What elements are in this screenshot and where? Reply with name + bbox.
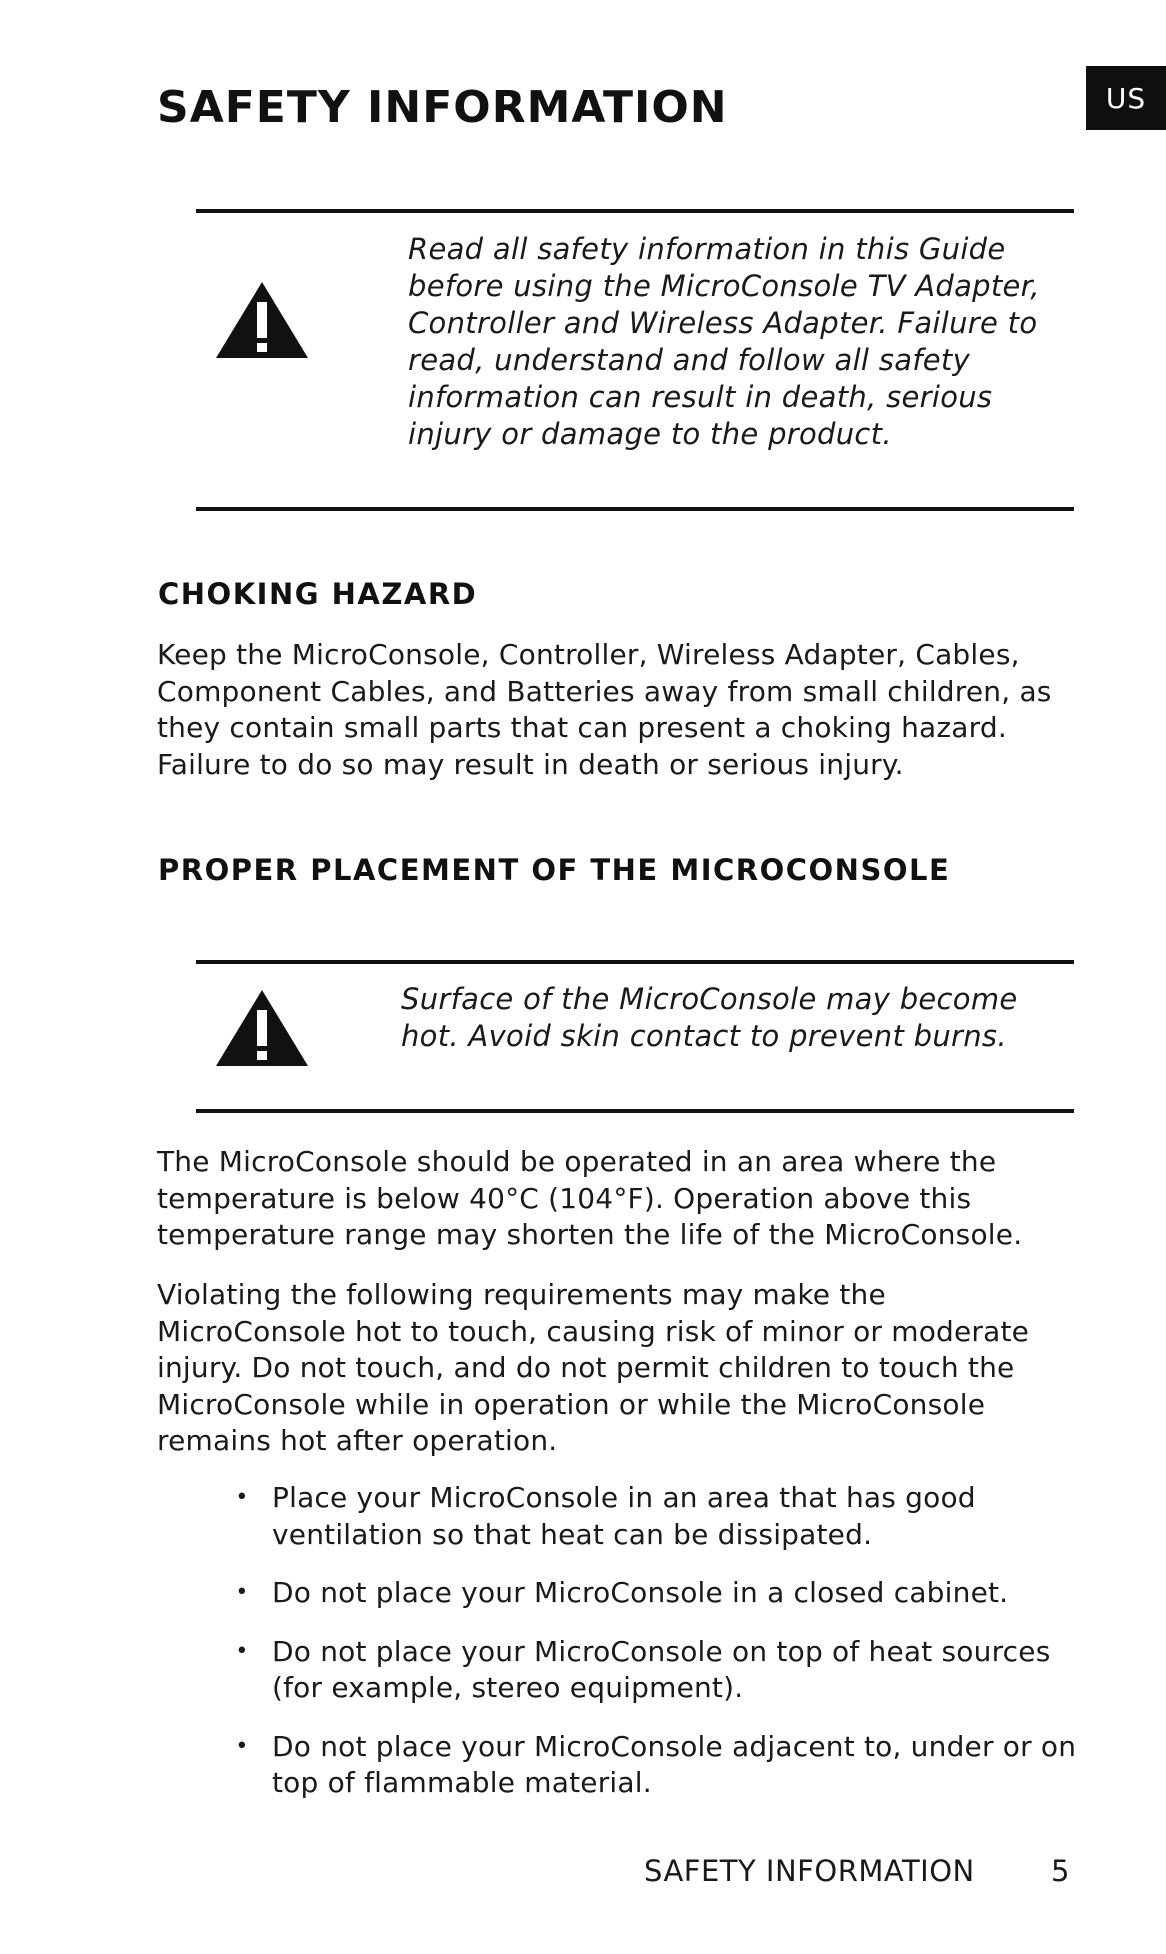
- list-item: [232, 1480, 1092, 1553]
- bullet-icon: •: [235, 1733, 249, 1759]
- divider-top: [196, 209, 1074, 213]
- bullet-icon: •: [235, 1638, 249, 1664]
- warning-triangle-icon: [214, 988, 310, 1068]
- page-title: SAFETY INFORMATION: [157, 82, 728, 133]
- hot-surface-paragraph: Violating the following requirements may make the MicroConsole hot to touch, causing risk of minor or moderate injury. Do not touch, and do not permit children to touch the MicroConsole while in operation or while the MicroConsole remains hot after operation.: [157, 1278, 1030, 1457]
- list-item-text: Do not place your MicroConsole in a closed cabinet.: [272, 1576, 1009, 1609]
- page-number: 5: [1051, 1854, 1070, 1888]
- temperature-paragraph: The MicroConsole should be operated in an area where the temperature is below 40°C (104°F). Operation above this temperature range may shorten the life of the MicroConsole.: [157, 1145, 1023, 1251]
- bullet-icon: •: [235, 1580, 249, 1605]
- list-item-text: Place your MicroConsole in an area that has good ventilation so that heat can be dissipated.: [272, 1481, 976, 1551]
- region-tab-label: US: [1105, 81, 1147, 115]
- list-item: [232, 1729, 1092, 1802]
- warning-triangle-icon: [214, 280, 310, 360]
- bullet-icon: •: [235, 1485, 249, 1510]
- divider-bottom: [196, 1109, 1074, 1113]
- list-item: [232, 1634, 1092, 1707]
- region-tab: [1086, 66, 1166, 130]
- placement-bullet-list: [232, 1480, 1092, 1824]
- footer-section-label: SAFETY INFORMATION: [644, 1854, 975, 1888]
- divider-bottom: [196, 507, 1074, 511]
- choking-paragraph: Keep the MicroConsole, Controller, Wireless Adapter, Cables, Component Cables, and Batteries away from small children, as they contain small parts that can present a choking hazard. Failure to do so may result in death or serious injury.: [157, 638, 1052, 781]
- warning-text: Read all safety information in this Guide before using the MicroConsole TV Adapter, Controller and Wireless Adapter. Failure to read, understand and follow all safety information can result in death, serious injury or damage to the product.: [408, 232, 1040, 451]
- divider-top: [196, 960, 1074, 964]
- list-item-text: Do not place your MicroConsole adjacent to, under or on top of flammable material.: [272, 1729, 1077, 1799]
- section-heading-placement: PROPER PLACEMENT OF THE MICROCONSOLE: [158, 853, 951, 887]
- list-item: [232, 1575, 1092, 1612]
- warning-text-burns: Surface of the MicroConsole may become hot. Avoid skin contact to prevent burns.: [401, 982, 1018, 1053]
- section-heading-choking: CHOKING HAZARD: [158, 577, 478, 611]
- list-item-text: Do not place your MicroConsole on top of heat sources (for example, stereo equipment).: [272, 1634, 1051, 1704]
